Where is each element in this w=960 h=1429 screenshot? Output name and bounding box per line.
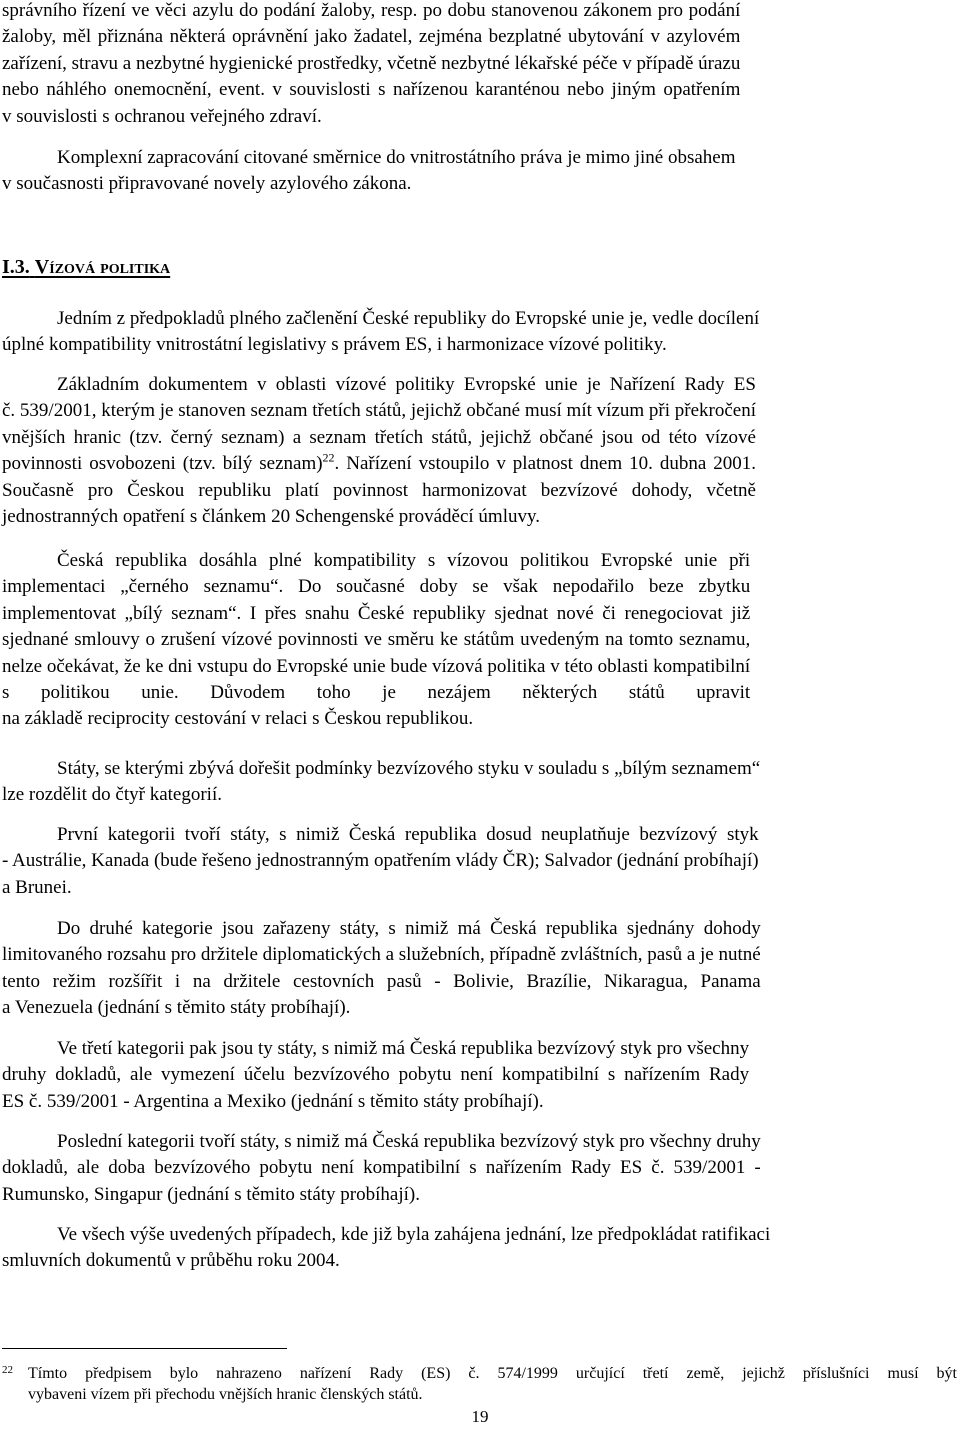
text-line: nelze očekávat, že ke dni vstupu do Evropské unie bude vízová politika v této oblasti kompatibilní	[2, 655, 751, 677]
text-line: dokladů, ale doba bezvízového pobytu není kompatibilní s nařízením Rady ES č. 539/2001 -	[2, 1157, 761, 1179]
text-line: Státy, se kterými zbývá dořešit podmínky bezvízového styku v souladu s „bílým seznamem“	[57, 758, 761, 779]
text-line: č. 539/2001, kterým je stanoven seznam třetích států, jejichž občané musí mít vízum při překročení	[2, 400, 756, 422]
footnote-text: Tímto předpisem bylo nahrazeno nařízení Rady (ES) č. 574/1999 určující třetí země, jejichž příslušníci musí být	[28, 1365, 957, 1382]
text-line: v souvislosti s ochranou veřejného zdraví.	[2, 105, 322, 127]
text-line: nebo náhlého onemocnění, event. v souvislosti s nařízenou karanténou nebo jiným opatřením	[2, 79, 741, 101]
text-line: v současnosti připravované novely azylového zákona.	[2, 173, 412, 195]
text-line: tento režim rozšířit i na držitele cestovních pasů - Bolivie, Brazílie, Nikaragua, Panama	[2, 970, 761, 992]
paragraph-directive-implementation	[2, 145, 736, 198]
paragraph-integration	[2, 306, 759, 359]
section-heading	[2, 254, 170, 280]
page-number: 19	[471, 1407, 489, 1426]
text-line: správního řízení ve věci azylu do podání žaloby, resp. po dobu stanovenou zákonem pro podání	[2, 0, 741, 21]
text-line: ES č. 539/2001 - Argentina a Mexiko (jednání s těmito státy probíhají).	[2, 1090, 544, 1112]
text-line: První kategorii tvoří státy, s nimiž Česká republika dosud neuplatňuje bezvízový styk	[57, 824, 759, 845]
footnote	[2, 1363, 957, 1405]
text-line: implementovat „bílý seznam“. I přes snahu České republiky sjednat nové či renegociovat již	[2, 602, 751, 624]
text-line: lze rozdělit do čtyř kategorií.	[2, 784, 222, 806]
text-line: Do druhé kategorie jsou zařazeny státy, s nimiž má Česká republika sjednány dohody	[57, 918, 761, 939]
section-title: Vízová politika	[34, 256, 171, 278]
paragraph-category-three	[2, 1036, 749, 1115]
paragraph-category-two	[2, 916, 761, 1022]
paragraph-categories-intro	[2, 756, 760, 809]
footnote-line	[2, 1363, 957, 1384]
text-line: a Brunei.	[2, 876, 72, 898]
text-line: žaloby, měl přiznána některá oprávnění jako žadatel, zejména bezplatné ubytování v azylovém	[2, 26, 741, 48]
text-line: Ve třetí kategorii pak jsou ty státy, s nimiž má Česká republika bezvízový styk pro všechny	[57, 1038, 750, 1059]
text-line: druhy dokladů, ale vymezení účelu bezvízového pobytu není kompatibilní s nařízením Rady	[2, 1064, 750, 1086]
text-line: s politikou unie. Důvodem toho je nezájem některých států upravit	[2, 682, 751, 704]
paragraph-category-one	[2, 822, 759, 901]
text-line: - Austrálie, Kanada (bude řešeno jednostranným opatřením vlády ČR); Salvador (jednání probíhají)	[2, 850, 759, 872]
text-line: Poslední kategorii tvoří státy, s nimiž má Česká republika bezvízový styk pro všechny druhy	[57, 1131, 761, 1152]
text-line: zařízení, stravu a nezbytné hygienické prostředky, včetně nezbytné lékařské péče v případě úrazu	[2, 52, 741, 74]
footnote-divider	[2, 1348, 287, 1349]
text-line: úplné kompatibility vnitrostátní legislativy s právem ES, i harmonizace vízové politiky.	[2, 334, 667, 356]
text-fragment: povinnosti osvobozeni (tzv. bílý seznam)	[2, 453, 323, 475]
text-line	[2, 451, 756, 477]
text-line: Komplexní zapracování citované směrnice do vnitrostátního práva je mimo jiné obsahem	[57, 147, 736, 168]
text-line: Česká republika dosáhla plné kompatibility s vízovou politikou Evropské unie při	[57, 550, 751, 571]
text-line: Základním dokumentem v oblasti vízové politiky Evropské unie je Nařízení Rady ES	[57, 374, 756, 395]
text-line: Ve všech výše uvedených případech, kde již byla zahájena jednání, lze předpokládat ratifikaci	[57, 1224, 771, 1245]
text-line: sjednané smlouvy o zrušení vízové povinnosti ve směru ke státům uvedeným na tomto seznamu,	[2, 629, 751, 651]
text-line: Jedním z předpokladů plného začlenění České republiky do Evropské unie je, vedle docílení	[57, 308, 760, 329]
text-line: jednostranných opatření s článkem 20 Schengenské prováděcí úmluvy.	[2, 506, 541, 528]
section-number: I.3.	[2, 256, 30, 278]
footnote-marker: 22	[2, 1364, 13, 1376]
paragraph-council-regulation	[2, 372, 756, 530]
paragraph-compatibility	[2, 548, 750, 733]
text-fragment: . Nařízení vstoupilo v platnost dnem 10. dubna 2001.	[334, 453, 756, 475]
footnote-reference[interactable]: 22	[322, 450, 335, 465]
text-line: Rumunsko, Singapur (jednání s těmito státy probíhají).	[2, 1183, 420, 1205]
footnote-text-continued: vybaveni vízem při přechodu vnějších hranic členských států.	[28, 1386, 423, 1403]
text-line: vnějších hranic (tzv. černý seznam) a seznam třetích států, jejichž občané jsou od této vízové	[2, 426, 756, 448]
text-line: a Venezuela (jednání s těmito státy probíhají).	[2, 997, 351, 1019]
paragraph-ratification	[2, 1222, 770, 1275]
text-line: limitovaného rozsahu pro držitele diplomatických a služebních, případně zvláštních, pasů a je nutné	[2, 944, 761, 966]
text-line: Současně pro Českou republiku platí povinnost harmonizovat bezvízové dohody, včetně	[2, 479, 756, 501]
text-line: na základě reciprocity cestování v relaci s Českou republikou.	[2, 708, 474, 730]
paragraph-asylum-rights	[2, 0, 740, 130]
paragraph-category-four	[2, 1129, 761, 1208]
text-line: implementaci „černého seznamu“. Do současné doby se však nepodařilo beze zbytku	[2, 576, 751, 598]
text-line: smluvních dokumentů v průběhu roku 2004.	[2, 1250, 340, 1272]
